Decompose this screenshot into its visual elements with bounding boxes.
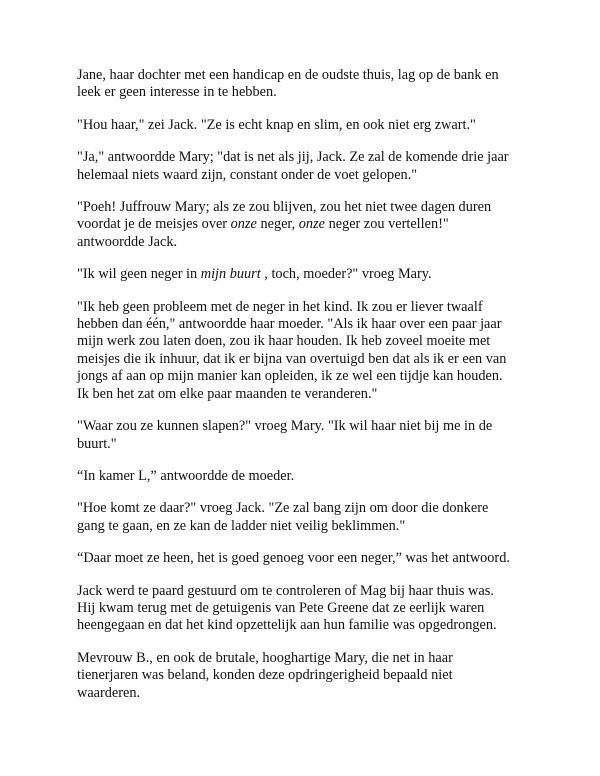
paragraph bbox=[77, 117, 547, 134]
paragraph bbox=[77, 550, 547, 567]
text-run: "Waar zou ze kunnen slapen?" vroeg Mary. "Ik wil haar niet bij me in de buurt." bbox=[77, 418, 493, 452]
text-run: "Ja," antwoordde Mary; "dat is net als jij, Jack. Ze zal de komende drie jaar helemaal niets waard zijn, constant onder de voet gelopen." bbox=[77, 149, 509, 183]
emphasis-text: onze bbox=[230, 216, 257, 233]
paragraph bbox=[77, 266, 547, 283]
paragraph bbox=[77, 418, 547, 453]
paragraph bbox=[77, 500, 547, 535]
text-run: Jack werd te paard gestuurd om te controleren of Mag bij haar thuis was. Hij kwam terug met de getuigenis van Pete Greene dat ze eerlijk waren heengegaan en dat het kind opzettelijk aan hun familie was opgedrongen. bbox=[77, 582, 497, 634]
text-run: “Daar moet ze heen, het is goed genoeg voor een neger,” was het antwoord. bbox=[77, 550, 510, 567]
text-run: , toch, moeder?" vroeg Mary. bbox=[260, 266, 432, 283]
text-run: "Hou haar," zei Jack. "Ze is echt knap en slim, en ook niet erg zwart." bbox=[77, 116, 476, 133]
emphasis-text: mijn buurt bbox=[200, 266, 261, 283]
text-run: "Hoe komt ze daar?" vroeg Jack. "Ze zal bang zijn om door die donkere gang te gaan, en ze kan de ladder niet veilig beklimmen." bbox=[77, 500, 489, 534]
paragraph bbox=[77, 583, 547, 635]
paragraph bbox=[77, 299, 547, 403]
text-run: “In kamer L,” antwoordde de moeder. bbox=[77, 467, 295, 484]
text-run: Jane, haar dochter met een handicap en de oudste thuis, lag op de bank en leek er geen interesse in te hebben. bbox=[77, 67, 499, 101]
text-run: "Ik wil geen neger in bbox=[77, 266, 201, 283]
emphasis-text: onze bbox=[298, 216, 325, 233]
document-page bbox=[77, 67, 547, 717]
paragraph bbox=[77, 468, 547, 485]
paragraph bbox=[77, 67, 547, 102]
paragraph bbox=[77, 199, 547, 251]
text-run: Mevrouw B., en ook de brutale, hooghartige Mary, die net in haar tienerjaren was beland, konden deze opdringerigheid bepaald niet waarderen. bbox=[77, 649, 453, 701]
text-run: neger zou vertellen!" antwoordde Jack. bbox=[77, 216, 449, 250]
paragraph bbox=[77, 650, 547, 702]
text-run: "Poeh! Juffrouw Mary; als ze zou blijven, zou het niet twee dagen duren voordat je de meisjes over bbox=[77, 199, 492, 233]
text-run: neger, bbox=[256, 216, 299, 233]
paragraph bbox=[77, 149, 547, 184]
text-run: "Ik heb geen probleem met de neger in het kind. Ik zou er liever twaalf hebben dan één," antwoordde haar moeder. "Als ik haar over een paar jaar mijn werk zou laten doen, zou ik haar houden. Ik heb zoveel moeite met meisjes die ik inhuur, dat ik er bijna van overtuigd ben dat als ik er een van jongs af aan op mijn manier kan opleiden, ik ze wel een tijdje kan houden. Ik ben het zat om elke paar maanden te veranderen." bbox=[77, 298, 507, 402]
document-body bbox=[77, 67, 547, 702]
